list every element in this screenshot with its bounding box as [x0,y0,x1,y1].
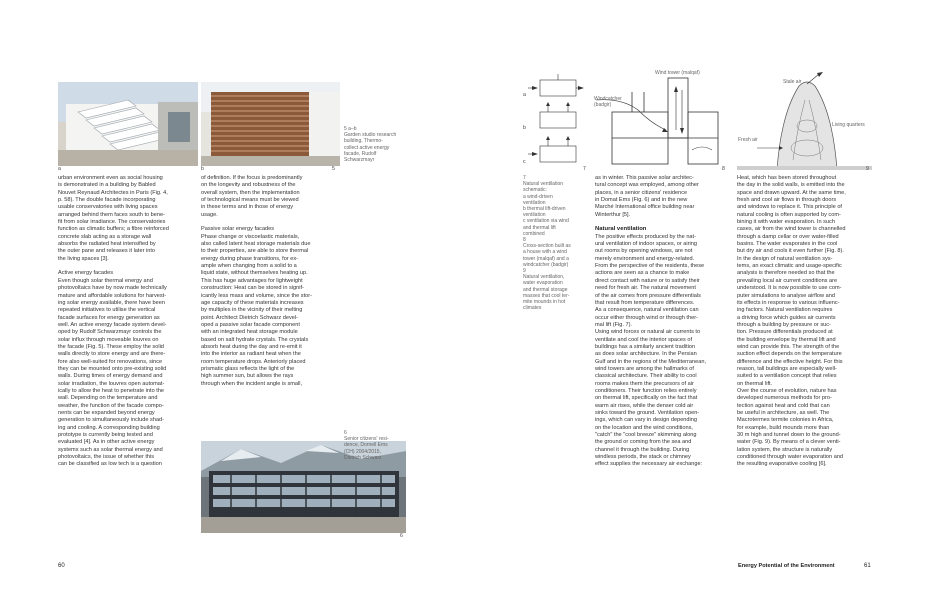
paragraph-gap [58,263,196,270]
text-line: can be classified as low tech is a question [58,461,162,468]
figure-9-number: 9 [866,166,869,172]
text-line: the day in the solid walls, is emitted into the [737,182,845,189]
caption-line: windcatcher (badgir) [523,261,569,268]
text-line: based on salt hydrate crystals. The crystals [201,336,309,343]
text-line: arranged behind them faces south to bene- [58,211,165,218]
text-line: and windows to replace it. This principle of [737,204,842,211]
text-line: analysis is therefore needed so that the [737,270,835,277]
text-line: by multiples in the vicinity of their melting [201,307,303,314]
text-line: p. 58). The double facade incorporating [58,197,156,204]
text-line: is demonstrated in a building by Babled [58,182,156,189]
caption-line: schematic: [523,187,547,194]
text-line: age capacity of these materials increases [201,299,304,306]
text-line: Passive solar energy facades [201,226,275,233]
text-line: the building envelope by thermal lift and [737,336,836,343]
caption-line: Cross-section built as [523,243,571,250]
caption-line: Natural ventilation [523,181,564,188]
caption-line: water evaporation [523,280,563,287]
text-line: conditioned through water evaporation and [737,454,844,461]
text-line: be useful in architecture, as well. The [737,410,830,416]
text-line: reason, tall buildings are especially well- [737,365,837,372]
caption-line: a wind-driven [523,193,553,200]
text-line: as does solar architecture. In the Persian [595,351,697,358]
caption-line: (CH) 2004/2015, [344,448,381,455]
caption-line: 6 [344,430,347,436]
caption-line: Schwarzmayr [344,157,375,164]
text-column-4 [737,175,875,469]
text-line: suited to a ventilation concept that relies [737,373,837,380]
caption-line: ventilation [523,199,546,206]
text-line: Gulf and in the regions of the Mediterranean, [595,358,707,365]
text-line: Nouvet Reynaud Architectes in Paris (Fig. 4, [58,189,168,196]
figure-9-diagram [737,70,872,170]
caption-line: mite mounds in hot [523,299,566,306]
caption-figure-6 [344,430,414,461]
text-line: Heat, which has been stored throughout [737,175,837,181]
text-line: ing solar energy available, there have been [58,299,165,306]
text-line: overall system, then the implementation [201,189,300,196]
text-line: mature and affordable solutions for harvest- [58,292,167,299]
page-number-right: 61 [864,563,871,569]
caption-line: dence, Dornell Ems [344,442,388,449]
figure-9-label-fresh: Fresh air [738,137,758,143]
text-line: walls. During times of energy demand and [58,373,163,380]
text-line: ing and cooling. A corresponding building [58,424,160,431]
caption-line: b thermal lift-driven [523,206,566,213]
caption-line: and thermal storage [523,286,568,293]
text-line: they can be mounted onto pre-existing solid [58,365,167,372]
caption-line: Garden studio research [344,132,397,139]
figure-6-number: 6 [400,533,403,539]
text-line: with an integrated heat storage module [201,329,298,336]
caption-line: combined [523,230,545,237]
text-line: The positive effects produced by the nat- [595,233,696,240]
text-line: high summer sun, but allows the rays [201,373,294,380]
text-line: effect supplies the necessary air exchange: [595,461,703,468]
text-line: on the location and the wind conditions, [595,424,693,431]
page-number-left: 60 [58,563,65,569]
figure-5a-letter: a [58,166,61,172]
text-line: prevailing local air current conditions are [737,277,838,284]
text-line: through a damp cellar or over water-filled [737,233,839,240]
text-line: rooms makes them the precursors of air [595,380,694,387]
text-line: prismatic glass reflects the light of the [201,365,295,372]
text-line: Even though solar thermal energy and [58,277,153,284]
text-line: weather, the function of the facade compo- [58,402,164,409]
text-line: warm air rises, while the denser cold air [595,402,694,409]
text-line: developed numerous methods for pro- [737,395,832,402]
text-line: prototype is currently being tested and [58,432,153,439]
text-line: usage. [201,211,218,218]
text-line: as in winter. This passive solar architec- [595,175,694,181]
text-line: solar irradiation, the louvres open automat- [58,380,165,387]
text-column-3 [595,175,733,469]
text-line: but dry air and cools it even further (Fig. 8). [737,248,844,255]
text-line: ural ventilation of indoor spaces, or airing [595,241,697,248]
text-column-1 [58,175,196,469]
caption-line: 7 [523,175,526,181]
text-line: oped a passive solar facade component [201,321,300,328]
text-line: urban environment even as social housing [58,175,163,181]
text-line: understood. It is now possible to use com- [737,285,842,292]
text-line: channel it through the building. During [595,446,690,453]
figure-8-label-catcher: Windcatcher (badgir) [594,96,622,109]
text-line: Winterthur [5]. [595,211,631,218]
text-line: As a consequence, natural ventilation can [595,307,699,314]
text-line: to their properties, are able to store thermal [201,248,309,255]
text-line: photovoltaics, the issue of whether this [58,454,155,461]
text-line: Macrotermes termite colonies in Africa, [737,417,834,424]
text-line: lation system, the structure is naturally [737,446,833,453]
figure-7-letter-b: b [523,125,526,131]
text-line: of definition. If the focus is predominantly [201,175,303,181]
text-line: Over the course of evolution, nature has [737,387,837,394]
text-line: mal lift (Fig. 7). [595,321,632,328]
figure-5a-photo [58,82,198,166]
text-line: classical architecture. Their ability to cool [595,373,697,380]
text-line: wind can provide this. The strength of the [737,343,840,350]
text-line: the living spaces [3]. [58,255,109,262]
text-line: direct contact with nature or to satisfy their [595,277,700,284]
caption-line: 9 [523,268,526,275]
text-line: cases, air from the wind tower is channelled [737,226,846,233]
figure-7-diagram [526,70,586,170]
text-line: 30 m high and tunnel down to the ground- [737,432,841,439]
caption-line: tower (malqaf) and a [523,255,569,262]
text-line: out rooms by opening windows, are not [595,248,693,255]
text-line: windless periods, the stack or chimney [595,454,691,461]
figure-8-number: 8 [722,166,725,172]
text-line: need for fresh air. The natural movement [595,285,696,292]
text-line: repeated initiatives to utilise the vertical [58,307,156,314]
text-line: absorbs the radiated heat intensified by [58,241,156,248]
text-line: energy during phase transitions, for ex- [201,255,299,262]
caption-line: Natural ventilation, [523,274,565,281]
text-line: actions are seen as a chance to make [595,270,690,277]
text-line: Phase change or viscoelastic materials, [201,233,300,240]
caption-line: building, Thermo- [344,138,383,145]
text-line: sinks toward the ground. Ventilation open- [595,410,700,416]
text-line: ventilate and cool the interior spaces of [595,336,693,343]
text-line: on thermal lift, specifically on the fact that [595,395,698,402]
text-line: occur either through wind or through ther- [595,314,698,321]
text-line: tural concept was employed, among other [595,182,699,189]
paragraph-gap [595,219,733,226]
section-heading: Natural ventilation [595,226,647,233]
text-line: solar influx through moveable louvres on [58,336,159,343]
figure-8-diagram [592,70,727,170]
figure-5b-letter: b [201,166,204,172]
text-line: space and drawn upward. At the same time, [737,189,846,196]
text-line: absorb heat during the day and re-emit it [201,343,302,350]
text-line: well. An active energy facade system devel- [58,321,167,328]
text-line: that result from temperature differences. [595,299,695,306]
text-line: usable conservatories with living spaces [58,204,158,211]
caption-line: a house with a wind [523,249,567,256]
text-line: evaluated [4]. As in other active energy [58,439,155,446]
text-line: on thermal lift. [737,380,773,387]
figure-5b-photo [201,82,340,166]
caption-line: and thermal lift [523,224,556,231]
text-line: fore also well-suited for renovations, since [58,358,163,365]
figure-7-letter-c: c [523,159,526,165]
text-line: From the perspective of the residents, these [595,263,705,270]
caption-line: climates [523,305,542,312]
text-line: concrete slab acting as a storage wall [58,233,152,240]
text-line: natural cooling is often supported by com- [737,211,841,218]
text-line: for example, build mounds more than [737,424,830,431]
caption-line: Senior citizens' resi- [344,436,389,443]
text-line: basins. The water evaporates in the cool [737,241,838,248]
text-line: photovoltaics have by now made technically [58,285,167,292]
figure-8-label-tower: Wind tower (malqaf) [655,70,700,76]
text-line: through when the incident angle is small, [201,380,303,387]
caption-line: 5 a–b [344,126,357,132]
text-column-2 [201,175,339,388]
text-line: room temperature drops. Anteriorly placed [201,358,306,365]
text-line: icantly less mass and volume, since the stor- [201,292,312,299]
text-line: In the design of natural ventilation sys- [737,255,833,262]
caption-figure-5 [344,126,414,163]
text-line: the outer pane and releases it later into [58,248,156,255]
figure-7-letter-a: a [523,92,526,98]
caption-line: collect active energy [344,144,390,151]
caption-column-right [523,175,585,311]
text-line: suction effect depends on the temperature [737,351,842,358]
text-line: liquid state, without themselves heating up. [201,270,308,277]
caption-line: ventilation [523,212,546,219]
text-line: the resulting evaporative cooling [6]. [737,461,827,468]
text-line: facade surfaces for energy generation as [58,314,160,321]
text-line: the ground or coming from the sea and [595,439,692,446]
text-line: buildings has a similarly ancient tradition [595,343,696,350]
text-line: through a building by pressure or suc- [737,321,831,328]
text-line: in these terms and in those of energy [201,204,294,211]
caption-line: Dietrich Schwarz [344,454,382,461]
text-line: Using wind forces or natural air currents to [595,329,701,336]
caption-line: c ventilation via wind [523,218,569,225]
text-line: Marché International office building near [595,204,695,211]
text-line: into the interior as radiant heat when the [201,351,301,358]
text-line: walls directly to store energy and are there- [58,351,166,358]
text-line: "catch" the "cool breeze" skimming along [595,432,697,439]
caption-line: masses that cool ter- [523,292,570,299]
text-line: ings, which can vary in design depending [595,417,697,424]
text-line: function as climatic buffers; a fibre reinforced [58,226,169,233]
caption-line: 8 [523,237,526,244]
text-line: places, in a senior citizens' residence [595,189,688,196]
text-line: the facade (Fig. 5). These employ the solid [58,343,164,350]
text-line: ically to allow the heat to penetrate into the [58,387,165,394]
text-line: water (Fig. 9). By means of a clever venti- [737,439,841,446]
text-line: puter simulations to analyse airflow and [737,292,835,299]
text-line: tection against heat and cold that can [737,402,830,409]
text-line: its effects in response to various influenc- [737,299,840,306]
text-line: wind towers are among the hallmarks of [595,365,694,372]
text-line: bining it with water evaporation. In such [737,219,835,226]
text-line: of technological means must be viewed [201,197,299,204]
text-line: generation to simultaneously include shad- [58,417,165,424]
text-line: oped by Rudolf Schwarzmayr controls the [58,329,162,336]
text-line: ing factors. Natural ventilation requires [737,307,833,314]
running-title: Energy Potential of the Environment [738,563,835,569]
text-line: of the air comes from pressure differentials [595,292,701,299]
text-line: wall. Depending on the temperature and [58,395,158,402]
text-line: tion. Pressure differentials produced at [737,329,833,336]
text-line: merely environment and energy-related. [595,255,695,262]
figure-7-number: 7 [583,166,586,172]
text-line: a driving force which guides air currents [737,314,836,321]
text-line: construction: Heat can be stored in signif- [201,285,304,292]
text-line: conditioners. Their function relies entirely [595,387,697,394]
text-line: ample when changing from a solid to a [201,263,297,270]
paragraph-gap [201,219,339,226]
text-line: tems, an exact climatic and usage-specific [737,263,842,270]
text-line: difference and the effective height. For this [737,358,843,365]
text-line: in Domat Ems (Fig. 6) and in the new [595,197,688,204]
caption-line: facade, Rudolf [344,150,377,157]
text-line: Active energy facades [58,270,114,277]
text-line: nents can be expanded beyond energy [58,410,155,416]
text-line: also called latent heat storage materials due [201,241,311,248]
figure-5-number: 5 [332,166,335,172]
text-line: point. Architect Dietrich Schwarz devel- [201,314,298,321]
text-line: This has huge advantages for lightweight [201,277,303,284]
text-line: fit from solar irradiance. The conservatories [58,219,166,226]
text-line: on the longevity and robustness of the [201,182,296,189]
figure-9-label-living: Living quarters [832,122,865,128]
text-line: systems such as solar thermal energy and [58,446,163,453]
figure-9-label-stale: Stale air [783,79,802,85]
text-line: fresh and cool air flows in through doors [737,197,837,204]
